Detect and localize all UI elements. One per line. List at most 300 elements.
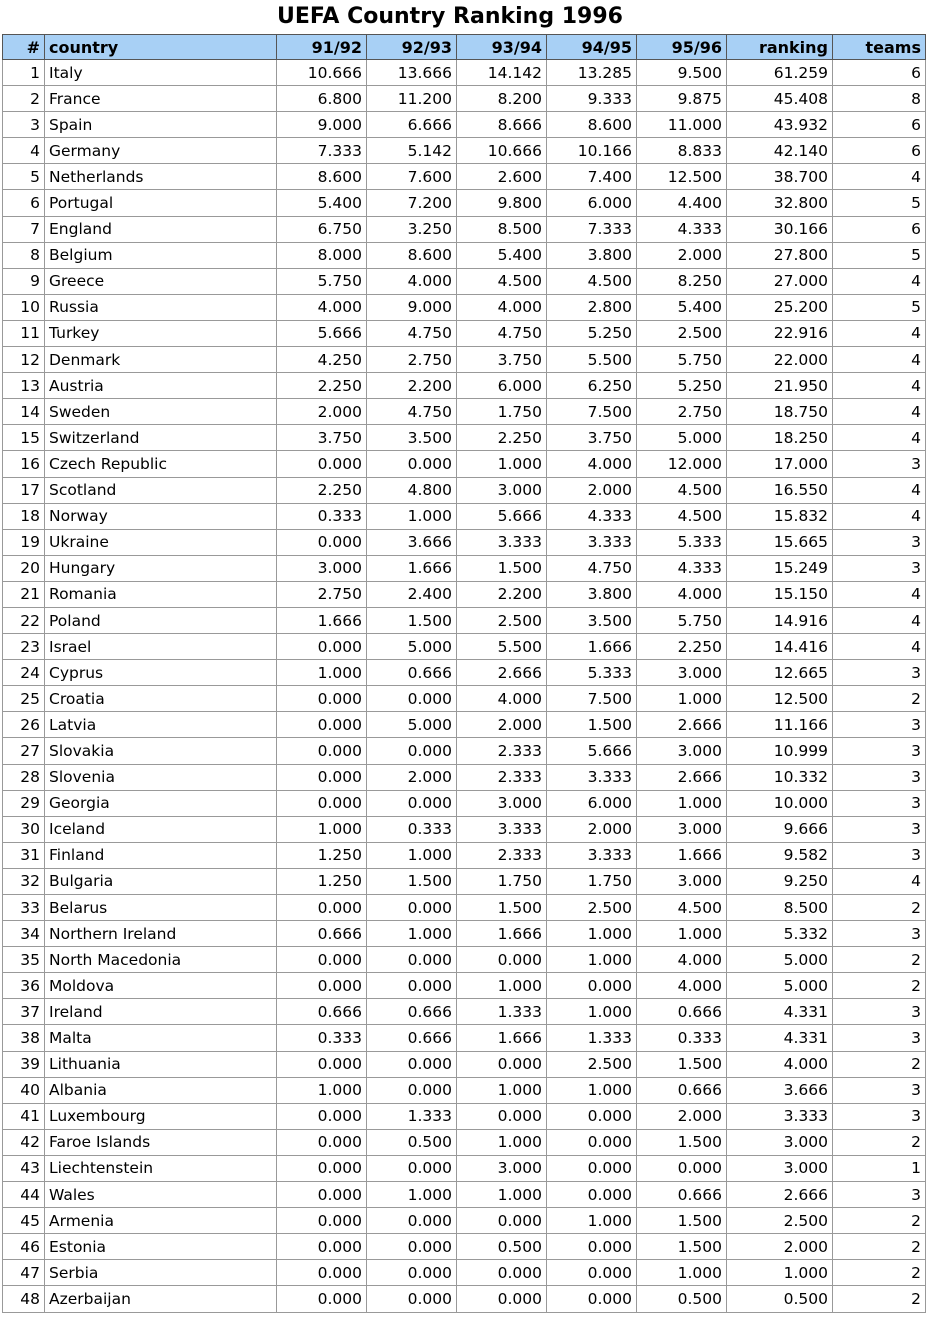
cell-teams-count: 5 (833, 242, 926, 268)
cell-ranking-total: 9.666 (727, 816, 833, 842)
column-header-rank-number[interactable]: # (3, 35, 45, 60)
table-body (3, 60, 926, 1313)
cell-season-92-93: 1.500 (367, 607, 457, 633)
table-row (3, 921, 926, 947)
cell-season-91-92: 0.000 (277, 1182, 367, 1208)
cell-season-94-95: 4.333 (547, 503, 637, 529)
cell-rank-number: 7 (3, 216, 45, 242)
cell-season-92-93: 4.000 (367, 268, 457, 294)
cell-season-92-93: 0.666 (367, 660, 457, 686)
cell-season-93-94: 5.500 (457, 634, 547, 660)
cell-ranking-total: 14.416 (727, 634, 833, 660)
cell-season-93-94: 0.000 (457, 1051, 547, 1077)
table-row (3, 60, 926, 86)
cell-season-91-92: 0.666 (277, 921, 367, 947)
table-row (3, 895, 926, 921)
cell-rank-number: 42 (3, 1129, 45, 1155)
cell-country: Lithuania (45, 1051, 277, 1077)
cell-season-92-93: 0.000 (367, 738, 457, 764)
cell-season-92-93: 0.000 (367, 947, 457, 973)
cell-season-94-95: 7.333 (547, 216, 637, 242)
cell-season-94-95: 6.000 (547, 190, 637, 216)
cell-season-93-94: 6.000 (457, 373, 547, 399)
cell-season-93-94: 2.333 (457, 842, 547, 868)
cell-season-95-96: 5.750 (637, 347, 727, 373)
cell-country: Romania (45, 581, 277, 607)
cell-rank-number: 28 (3, 764, 45, 790)
cell-season-91-92: 0.000 (277, 1208, 367, 1234)
cell-season-93-94: 1.000 (457, 1129, 547, 1155)
cell-country: England (45, 216, 277, 242)
cell-season-93-94: 9.800 (457, 190, 547, 216)
cell-rank-number: 35 (3, 947, 45, 973)
cell-ranking-total: 38.700 (727, 164, 833, 190)
cell-country: Slovenia (45, 764, 277, 790)
cell-country: Croatia (45, 686, 277, 712)
cell-rank-number: 27 (3, 738, 45, 764)
cell-season-92-93: 4.800 (367, 477, 457, 503)
cell-teams-count: 4 (833, 634, 926, 660)
cell-ranking-total: 21.950 (727, 373, 833, 399)
cell-season-91-92: 8.600 (277, 164, 367, 190)
cell-season-92-93: 0.000 (367, 1260, 457, 1286)
cell-season-94-95: 13.285 (547, 60, 637, 86)
cell-season-92-93: 0.000 (367, 1077, 457, 1103)
cell-ranking-total: 17.000 (727, 451, 833, 477)
cell-season-93-94: 5.666 (457, 503, 547, 529)
cell-rank-number: 10 (3, 294, 45, 320)
cell-season-93-94: 0.000 (457, 1103, 547, 1129)
table-row (3, 1051, 926, 1077)
cell-season-91-92: 1.000 (277, 660, 367, 686)
cell-season-93-94: 4.750 (457, 320, 547, 346)
cell-country: Estonia (45, 1234, 277, 1260)
cell-country: Cyprus (45, 660, 277, 686)
table-row (3, 425, 926, 451)
cell-teams-count: 2 (833, 947, 926, 973)
cell-teams-count: 3 (833, 764, 926, 790)
cell-season-94-95: 6.000 (547, 790, 637, 816)
cell-season-94-95: 8.600 (547, 112, 637, 138)
cell-season-95-96: 12.000 (637, 451, 727, 477)
cell-rank-number: 22 (3, 607, 45, 633)
table-row (3, 607, 926, 633)
cell-season-95-96: 3.000 (637, 868, 727, 894)
cell-season-91-92: 2.000 (277, 399, 367, 425)
column-header-season-92-93[interactable]: 92/93 (367, 35, 457, 60)
cell-season-94-95: 0.000 (547, 1182, 637, 1208)
cell-ranking-total: 27.000 (727, 268, 833, 294)
cell-rank-number: 18 (3, 503, 45, 529)
cell-teams-count: 8 (833, 86, 926, 112)
cell-season-92-93: 9.000 (367, 294, 457, 320)
table-row (3, 399, 926, 425)
cell-season-93-94: 1.500 (457, 895, 547, 921)
cell-season-94-95: 2.500 (547, 895, 637, 921)
table-row (3, 242, 926, 268)
cell-teams-count: 6 (833, 112, 926, 138)
cell-season-95-96: 4.333 (637, 555, 727, 581)
cell-rank-number: 1 (3, 60, 45, 86)
column-header-season-91-92[interactable]: 91/92 (277, 35, 367, 60)
cell-season-92-93: 0.000 (367, 790, 457, 816)
table-row (3, 112, 926, 138)
cell-season-91-92: 1.666 (277, 607, 367, 633)
cell-country: Liechtenstein (45, 1155, 277, 1181)
column-header-season-93-94[interactable]: 93/94 (457, 35, 547, 60)
cell-rank-number: 48 (3, 1286, 45, 1312)
table-row (3, 634, 926, 660)
column-header-country[interactable]: country (45, 35, 277, 60)
cell-season-91-92: 0.333 (277, 503, 367, 529)
table-row (3, 868, 926, 894)
cell-season-92-93: 1.000 (367, 921, 457, 947)
cell-season-94-95: 3.333 (547, 842, 637, 868)
cell-ranking-total: 15.665 (727, 529, 833, 555)
cell-season-91-92: 1.000 (277, 816, 367, 842)
column-header-season-94-95[interactable]: 94/95 (547, 35, 637, 60)
cell-ranking-total: 12.500 (727, 686, 833, 712)
cell-season-91-92: 0.666 (277, 999, 367, 1025)
cell-ranking-total: 18.250 (727, 425, 833, 451)
cell-rank-number: 32 (3, 868, 45, 894)
cell-season-91-92: 3.000 (277, 555, 367, 581)
table-row (3, 738, 926, 764)
table-row (3, 1077, 926, 1103)
cell-season-94-95: 3.333 (547, 764, 637, 790)
cell-rank-number: 16 (3, 451, 45, 477)
table-row (3, 347, 926, 373)
cell-season-91-92: 2.250 (277, 477, 367, 503)
cell-season-95-96: 8.250 (637, 268, 727, 294)
cell-country: Hungary (45, 555, 277, 581)
cell-country: Austria (45, 373, 277, 399)
table-row (3, 1208, 926, 1234)
cell-rank-number: 39 (3, 1051, 45, 1077)
cell-rank-number: 34 (3, 921, 45, 947)
cell-rank-number: 26 (3, 712, 45, 738)
cell-country: Georgia (45, 790, 277, 816)
cell-season-92-93: 2.200 (367, 373, 457, 399)
cell-rank-number: 5 (3, 164, 45, 190)
cell-rank-number: 37 (3, 999, 45, 1025)
cell-season-95-96: 3.000 (637, 738, 727, 764)
cell-season-93-94: 3.000 (457, 790, 547, 816)
cell-season-92-93: 0.333 (367, 816, 457, 842)
cell-season-95-96: 5.750 (637, 607, 727, 633)
cell-season-95-96: 8.833 (637, 138, 727, 164)
cell-rank-number: 24 (3, 660, 45, 686)
table-row (3, 999, 926, 1025)
cell-season-91-92: 0.000 (277, 764, 367, 790)
cell-ranking-total: 30.166 (727, 216, 833, 242)
cell-season-93-94: 2.333 (457, 738, 547, 764)
table-row (3, 1129, 926, 1155)
cell-teams-count: 3 (833, 842, 926, 868)
cell-season-92-93: 0.000 (367, 1234, 457, 1260)
cell-season-95-96: 12.500 (637, 164, 727, 190)
cell-season-91-92: 10.666 (277, 60, 367, 86)
table-header-row (3, 35, 926, 60)
cell-season-95-96: 2.750 (637, 399, 727, 425)
table-row (3, 1103, 926, 1129)
cell-ranking-total: 4.331 (727, 1025, 833, 1051)
cell-season-94-95: 1.000 (547, 1077, 637, 1103)
cell-season-92-93: 1.000 (367, 503, 457, 529)
cell-teams-count: 4 (833, 373, 926, 399)
cell-season-95-96: 4.000 (637, 973, 727, 999)
cell-season-94-95: 7.400 (547, 164, 637, 190)
cell-season-94-95: 1.000 (547, 947, 637, 973)
cell-season-95-96: 9.500 (637, 60, 727, 86)
cell-season-91-92: 4.250 (277, 347, 367, 373)
cell-season-93-94: 2.500 (457, 607, 547, 633)
cell-season-95-96: 2.000 (637, 242, 727, 268)
cell-season-93-94: 1.666 (457, 921, 547, 947)
cell-season-92-93: 0.000 (367, 1051, 457, 1077)
cell-season-93-94: 0.000 (457, 947, 547, 973)
cell-country: Italy (45, 60, 277, 86)
cell-ranking-total: 61.259 (727, 60, 833, 86)
cell-season-95-96: 0.000 (637, 1155, 727, 1181)
cell-season-93-94: 2.250 (457, 425, 547, 451)
table-row (3, 1286, 926, 1312)
cell-season-93-94: 0.000 (457, 1286, 547, 1312)
cell-country: Spain (45, 112, 277, 138)
cell-season-95-96: 0.500 (637, 1286, 727, 1312)
cell-season-93-94: 2.200 (457, 581, 547, 607)
cell-season-95-96: 5.333 (637, 529, 727, 555)
cell-season-92-93: 0.666 (367, 999, 457, 1025)
cell-country: Israel (45, 634, 277, 660)
cell-season-91-92: 0.000 (277, 1129, 367, 1155)
cell-teams-count: 4 (833, 425, 926, 451)
cell-ranking-total: 43.932 (727, 112, 833, 138)
cell-ranking-total: 22.916 (727, 320, 833, 346)
cell-teams-count: 3 (833, 921, 926, 947)
cell-season-94-95: 0.000 (547, 1129, 637, 1155)
cell-season-92-93: 13.666 (367, 60, 457, 86)
cell-season-95-96: 3.000 (637, 816, 727, 842)
cell-season-94-95: 3.800 (547, 581, 637, 607)
cell-teams-count: 6 (833, 216, 926, 242)
cell-season-95-96: 4.400 (637, 190, 727, 216)
cell-season-92-93: 0.000 (367, 451, 457, 477)
cell-teams-count: 4 (833, 607, 926, 633)
cell-season-91-92: 9.000 (277, 112, 367, 138)
cell-country: Scotland (45, 477, 277, 503)
cell-teams-count: 3 (833, 1025, 926, 1051)
cell-season-93-94: 1.000 (457, 973, 547, 999)
cell-rank-number: 13 (3, 373, 45, 399)
cell-ranking-total: 15.832 (727, 503, 833, 529)
cell-season-94-95: 0.000 (547, 1234, 637, 1260)
cell-season-95-96: 4.500 (637, 477, 727, 503)
cell-season-93-94: 2.600 (457, 164, 547, 190)
cell-season-95-96: 1.500 (637, 1208, 727, 1234)
cell-country: Ireland (45, 999, 277, 1025)
cell-country: Luxembourg (45, 1103, 277, 1129)
cell-season-91-92: 0.000 (277, 1260, 367, 1286)
table-row (3, 686, 926, 712)
cell-season-91-92: 7.333 (277, 138, 367, 164)
cell-ranking-total: 9.582 (727, 842, 833, 868)
cell-season-95-96: 1.000 (637, 790, 727, 816)
ranking-table (2, 34, 926, 1313)
cell-season-94-95: 0.000 (547, 1155, 637, 1181)
cell-rank-number: 3 (3, 112, 45, 138)
cell-teams-count: 4 (833, 320, 926, 346)
table-row (3, 973, 926, 999)
cell-season-91-92: 3.750 (277, 425, 367, 451)
cell-rank-number: 45 (3, 1208, 45, 1234)
cell-season-95-96: 2.500 (637, 320, 727, 346)
cell-season-95-96: 0.666 (637, 1077, 727, 1103)
table-row (3, 373, 926, 399)
cell-ranking-total: 8.500 (727, 895, 833, 921)
cell-season-94-95: 2.800 (547, 294, 637, 320)
cell-rank-number: 33 (3, 895, 45, 921)
cell-rank-number: 30 (3, 816, 45, 842)
cell-season-95-96: 1.666 (637, 842, 727, 868)
cell-season-93-94: 1.000 (457, 1077, 547, 1103)
cell-season-92-93: 0.500 (367, 1129, 457, 1155)
cell-rank-number: 31 (3, 842, 45, 868)
cell-season-93-94: 8.666 (457, 112, 547, 138)
cell-country: Wales (45, 1182, 277, 1208)
table-row (3, 790, 926, 816)
table-row (3, 529, 926, 555)
table-row (3, 1182, 926, 1208)
table-row (3, 294, 926, 320)
cell-season-91-92: 0.000 (277, 947, 367, 973)
table-row (3, 660, 926, 686)
cell-season-91-92: 0.000 (277, 1286, 367, 1312)
column-header-season-95-96[interactable]: 95/96 (637, 35, 727, 60)
cell-ranking-total: 25.200 (727, 294, 833, 320)
cell-season-91-92: 0.000 (277, 1103, 367, 1129)
cell-rank-number: 47 (3, 1260, 45, 1286)
cell-country: Switzerland (45, 425, 277, 451)
cell-season-94-95: 6.250 (547, 373, 637, 399)
cell-season-92-93: 7.600 (367, 164, 457, 190)
cell-season-95-96: 4.500 (637, 895, 727, 921)
cell-season-95-96: 0.666 (637, 999, 727, 1025)
cell-season-95-96: 1.000 (637, 1260, 727, 1286)
cell-season-94-95: 5.500 (547, 347, 637, 373)
cell-season-92-93: 2.750 (367, 347, 457, 373)
cell-season-92-93: 4.750 (367, 399, 457, 425)
cell-season-91-92: 1.250 (277, 842, 367, 868)
table-row (3, 1155, 926, 1181)
cell-season-92-93: 0.000 (367, 895, 457, 921)
cell-rank-number: 19 (3, 529, 45, 555)
cell-season-92-93: 0.000 (367, 686, 457, 712)
cell-season-94-95: 5.333 (547, 660, 637, 686)
cell-teams-count: 4 (833, 503, 926, 529)
cell-country: Iceland (45, 816, 277, 842)
cell-season-94-95: 7.500 (547, 399, 637, 425)
cell-season-92-93: 2.400 (367, 581, 457, 607)
cell-season-94-95: 3.500 (547, 607, 637, 633)
cell-season-95-96: 1.000 (637, 686, 727, 712)
cell-season-91-92: 0.000 (277, 1234, 367, 1260)
cell-season-93-94: 0.000 (457, 1260, 547, 1286)
cell-season-95-96: 0.666 (637, 1182, 727, 1208)
column-header-ranking-total[interactable]: ranking (727, 35, 833, 60)
cell-season-95-96: 4.333 (637, 216, 727, 242)
table-row (3, 1025, 926, 1051)
cell-season-95-96: 0.333 (637, 1025, 727, 1051)
cell-season-92-93: 6.666 (367, 112, 457, 138)
cell-season-95-96: 1.500 (637, 1129, 727, 1155)
cell-season-92-93: 5.142 (367, 138, 457, 164)
cell-season-93-94: 1.750 (457, 868, 547, 894)
cell-season-95-96: 2.000 (637, 1103, 727, 1129)
cell-rank-number: 44 (3, 1182, 45, 1208)
table-row (3, 164, 926, 190)
cell-country: Poland (45, 607, 277, 633)
cell-season-91-92: 0.000 (277, 451, 367, 477)
table-row (3, 268, 926, 294)
cell-ranking-total: 10.999 (727, 738, 833, 764)
cell-season-93-94: 2.000 (457, 712, 547, 738)
cell-season-94-95: 1.000 (547, 1208, 637, 1234)
cell-season-92-93: 5.000 (367, 634, 457, 660)
cell-season-91-92: 0.000 (277, 712, 367, 738)
cell-country: Greece (45, 268, 277, 294)
cell-season-91-92: 0.333 (277, 1025, 367, 1051)
cell-teams-count: 1 (833, 1155, 926, 1181)
cell-teams-count: 2 (833, 1260, 926, 1286)
cell-season-94-95: 2.000 (547, 477, 637, 503)
cell-season-91-92: 2.250 (277, 373, 367, 399)
cell-season-93-94: 1.750 (457, 399, 547, 425)
cell-ranking-total: 12.665 (727, 660, 833, 686)
cell-season-94-95: 1.500 (547, 712, 637, 738)
cell-ranking-total: 4.000 (727, 1051, 833, 1077)
column-header-teams-count[interactable]: teams (833, 35, 926, 60)
cell-season-91-92: 6.800 (277, 86, 367, 112)
cell-season-95-96: 3.000 (637, 660, 727, 686)
cell-ranking-total: 27.800 (727, 242, 833, 268)
cell-teams-count: 6 (833, 60, 926, 86)
cell-season-91-92: 0.000 (277, 738, 367, 764)
cell-season-93-94: 3.333 (457, 529, 547, 555)
cell-season-91-92: 2.750 (277, 581, 367, 607)
cell-season-93-94: 0.000 (457, 1208, 547, 1234)
cell-season-91-92: 0.000 (277, 895, 367, 921)
cell-ranking-total: 9.250 (727, 868, 833, 894)
cell-season-91-92: 0.000 (277, 634, 367, 660)
cell-season-93-94: 1.000 (457, 451, 547, 477)
cell-season-92-93: 11.200 (367, 86, 457, 112)
cell-season-93-94: 2.333 (457, 764, 547, 790)
cell-season-93-94: 1.500 (457, 555, 547, 581)
table-row (3, 503, 926, 529)
cell-ranking-total: 1.000 (727, 1260, 833, 1286)
cell-teams-count: 4 (833, 268, 926, 294)
cell-teams-count: 4 (833, 477, 926, 503)
cell-country: Belarus (45, 895, 277, 921)
cell-ranking-total: 16.550 (727, 477, 833, 503)
cell-rank-number: 20 (3, 555, 45, 581)
cell-season-91-92: 4.000 (277, 294, 367, 320)
cell-teams-count: 5 (833, 294, 926, 320)
cell-season-91-92: 0.000 (277, 686, 367, 712)
cell-season-91-92: 0.000 (277, 1051, 367, 1077)
cell-ranking-total: 3.000 (727, 1129, 833, 1155)
